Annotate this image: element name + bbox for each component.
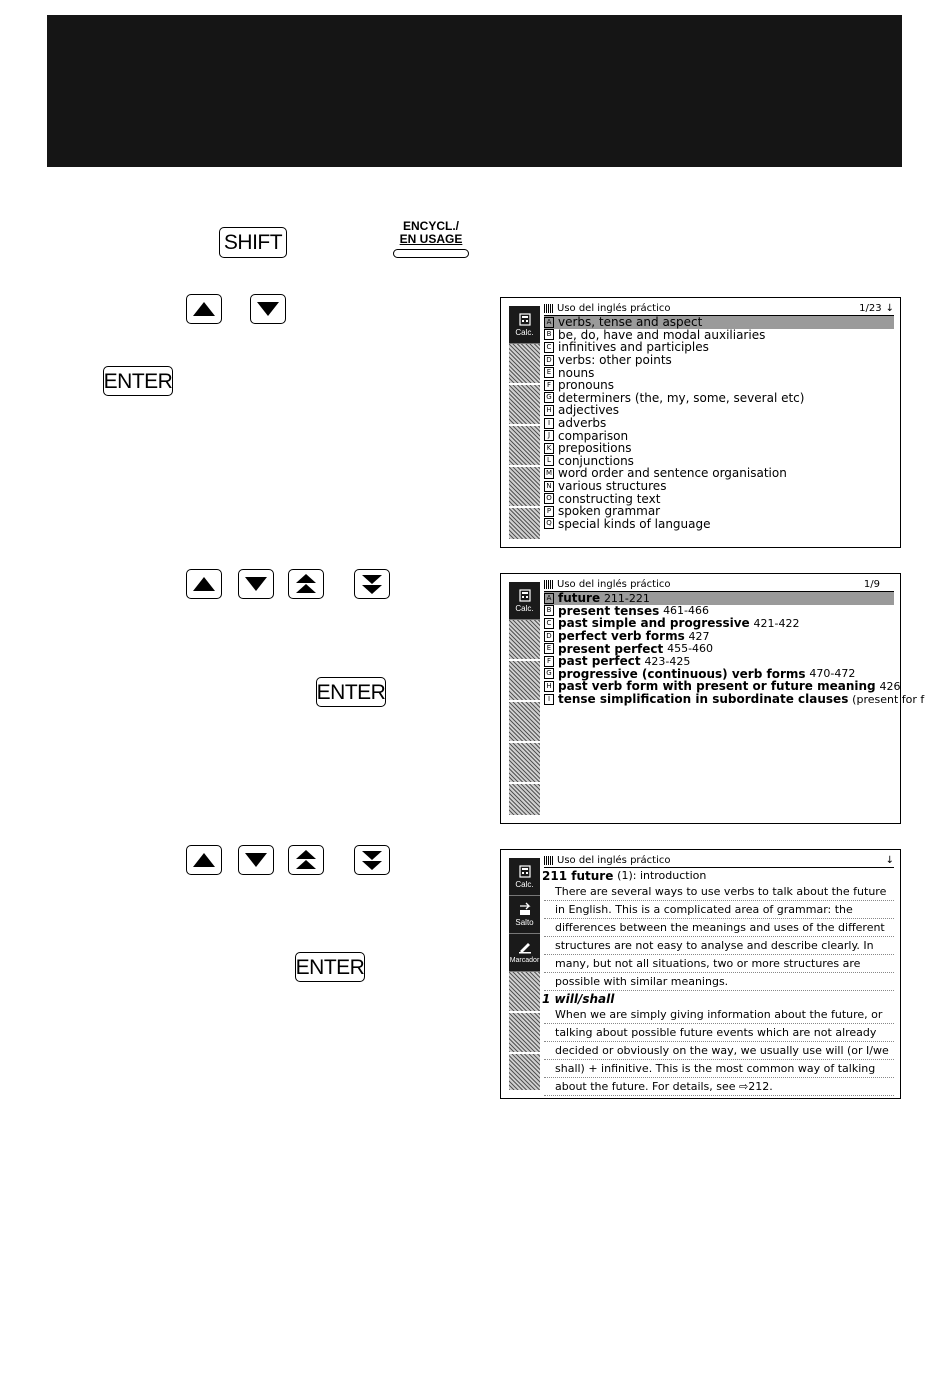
list-item[interactable] [544, 518, 894, 531]
item-label: present tenses [558, 603, 660, 618]
list-item[interactable] [544, 668, 894, 681]
book-title: Uso del inglés práctico [557, 303, 671, 314]
list-item[interactable] [544, 404, 894, 417]
list-item[interactable] [544, 617, 894, 630]
item-letter: Q [544, 518, 554, 529]
item-label: perfect verb forms [558, 629, 685, 644]
calc-button[interactable] [509, 582, 540, 620]
enter-key-1[interactable]: ENTER [103, 366, 173, 396]
hatched-slot [509, 784, 540, 815]
item-label: be, do, have and modal auxiliaries [558, 327, 766, 342]
menu-icon [544, 304, 554, 313]
list-item[interactable] [544, 329, 894, 342]
item-label: prepositions [558, 441, 632, 456]
side-toolbar [509, 858, 540, 1090]
scroll-down-icon: ↓ [885, 855, 894, 866]
item-label: comparison [558, 428, 629, 443]
list-item[interactable] [544, 442, 894, 455]
screen-article [500, 849, 901, 1099]
item-letter: E [544, 643, 554, 654]
page-indicator: 1/9 [863, 579, 880, 590]
book-title: Uso del inglés práctico [557, 579, 671, 590]
list-item[interactable] [544, 480, 894, 493]
item-label: word order and sentence organisation [558, 466, 787, 481]
hatched-slot [509, 620, 540, 661]
item-label: tense simplification in subordinate clauses [558, 692, 849, 707]
sub-heading-text: 1 will/shall [542, 991, 615, 1006]
calculator-icon [519, 865, 531, 878]
up-arrow-key[interactable] [186, 569, 222, 599]
item-section-numbers: (present for f [852, 692, 925, 706]
item-letter: F [544, 380, 554, 391]
article-paragraph-1 [544, 883, 894, 991]
hatched-slot [509, 344, 540, 385]
enter-key-2[interactable]: ENTER [316, 677, 386, 707]
list-item[interactable] [544, 679, 901, 694]
header-banner [47, 15, 902, 167]
item-letter: A [544, 317, 554, 328]
list-item[interactable] [544, 366, 894, 379]
item-letter: E [544, 367, 554, 378]
double-down-triangle-icon [360, 849, 384, 871]
sub-heading [542, 991, 894, 1006]
down-arrow-key[interactable] [250, 294, 286, 324]
screen-chapter-list [500, 573, 925, 824]
item-letter: C [544, 342, 554, 353]
item-section-numbers: 211-221 [603, 591, 650, 605]
article-content [544, 854, 894, 1096]
double-down-triangle-icon [360, 573, 384, 595]
article-line: decided or obviously on the way, we usually use will (or I/we [544, 1042, 894, 1060]
list-item[interactable] [544, 592, 894, 605]
article-heading [542, 868, 894, 883]
item-letter: B [544, 605, 554, 616]
hatched-slot [509, 702, 540, 743]
item-letter: N [544, 481, 554, 492]
list-content [544, 578, 925, 707]
hatched-slot [509, 661, 540, 702]
article-line: shall) + infinitive. This is the most common way of talking [544, 1060, 894, 1078]
book-title: Uso del inglés práctico [557, 855, 671, 866]
marker-icon [517, 940, 533, 954]
article-paragraph-2 [544, 1006, 894, 1096]
item-label: verbs: other points [558, 353, 672, 368]
list-item[interactable] [544, 379, 894, 392]
menu-icon [544, 856, 554, 865]
side-toolbar [509, 306, 540, 539]
down-arrow-key[interactable] [238, 845, 274, 875]
article-heading-rest: (1): introduction [617, 869, 707, 882]
list-item[interactable] [544, 630, 894, 643]
list-item[interactable] [544, 655, 894, 668]
item-letter: G [544, 668, 554, 679]
side-toolbar [509, 582, 540, 815]
item-letter: F [544, 656, 554, 667]
hatched-slot [509, 508, 540, 539]
title-bar [544, 578, 894, 592]
item-letter: D [544, 355, 554, 366]
item-section-numbers: 426 [879, 679, 901, 693]
list-item[interactable] [544, 316, 894, 329]
item-letter: H [544, 681, 554, 692]
item-label: future [558, 591, 601, 606]
list-item[interactable] [544, 642, 894, 655]
item-label: progressive (continuous) verb forms [558, 666, 806, 681]
item-letter: C [544, 618, 554, 629]
calc-label: Calc. [515, 879, 534, 889]
article-line: possible with similar meanings. [544, 973, 894, 991]
item-label: adverbs [558, 416, 607, 431]
up-arrow-key[interactable] [186, 294, 222, 324]
title-bar [544, 854, 894, 868]
title-bar [544, 302, 894, 316]
page-down-key[interactable] [354, 569, 390, 599]
contents-list [544, 316, 894, 530]
page-down-key[interactable] [354, 845, 390, 875]
item-section-numbers: 423-425 [644, 654, 691, 668]
hatched-slot [509, 972, 540, 1013]
salto-button[interactable] [509, 896, 540, 934]
page-up-key[interactable] [288, 569, 324, 599]
item-letter: B [544, 329, 554, 340]
down-triangle-icon [244, 576, 268, 592]
item-section-numbers: 470-472 [809, 667, 856, 681]
article-line: in English. This is a complicated area of grammar: the [544, 901, 894, 919]
menu-icon [544, 580, 554, 589]
item-letter: H [544, 405, 554, 416]
item-section-numbers: 461-466 [663, 604, 710, 618]
double-up-triangle-icon [294, 849, 318, 871]
marcador-label: Marcador [509, 957, 540, 964]
list-item[interactable] [544, 429, 894, 442]
encycl-en-usage-key[interactable] [392, 220, 470, 258]
en-usage-label: EN USAGE [399, 232, 463, 246]
list-item[interactable] [544, 605, 894, 618]
calc-button[interactable] [509, 858, 540, 896]
screen-contents-list [500, 297, 901, 548]
list-item[interactable] [544, 692, 925, 707]
list-item[interactable] [544, 341, 894, 354]
item-letter: M [545, 468, 553, 477]
down-triangle-icon [256, 301, 280, 317]
hatched-slot [509, 467, 540, 508]
article-line: There are several ways to use verbs to talk about the future [544, 883, 894, 901]
item-letter: G [544, 392, 554, 403]
article-line: differences between the meanings and uses of the different [544, 919, 894, 937]
item-letter: I [544, 418, 554, 429]
item-label: verbs, tense and aspect [558, 315, 703, 330]
hatched-slot [509, 426, 540, 467]
article-line: When we are simply giving information about the future, or [544, 1006, 894, 1024]
calc-label: Calc. [515, 327, 534, 337]
calc-label: Calc. [515, 603, 534, 613]
encycl-label: ENCYCL./ [402, 219, 459, 233]
item-label: adjectives [558, 403, 620, 418]
salto-label: Salto [515, 918, 534, 927]
item-letter: P [544, 506, 554, 517]
hatched-slot [509, 1054, 540, 1090]
page-up-key[interactable] [288, 845, 324, 875]
item-letter: A [544, 593, 554, 604]
double-up-triangle-icon [294, 573, 318, 595]
article-line: structures are not easy to analyse and describe clearly. In [544, 937, 894, 955]
item-label: present perfect [558, 641, 664, 656]
item-label: past verb form with present or future meaning [558, 679, 876, 694]
item-label: various structures [558, 479, 667, 494]
page-indicator: 1/23 [859, 303, 882, 314]
item-label: spoken grammar [558, 504, 661, 519]
list-item[interactable] [544, 455, 894, 468]
down-triangle-icon [244, 852, 268, 868]
article-line: many, but not all situations, two or more structures are [544, 955, 894, 973]
hatched-slot [509, 385, 540, 426]
calculator-icon [519, 589, 531, 602]
item-section-numbers: 427 [688, 629, 710, 643]
calc-button[interactable] [509, 306, 540, 344]
item-label: infinitives and participles [558, 340, 709, 355]
item-letter: K [544, 443, 554, 454]
item-label: nouns [558, 365, 595, 380]
article-heading-number: 211 future [542, 868, 614, 883]
encycl-key-bar [393, 249, 469, 258]
item-letter: O [544, 493, 554, 504]
item-label: past simple and progressive [558, 616, 750, 631]
item-section-numbers: 455-460 [667, 642, 714, 656]
article-line: talking about possible future events which are not already [544, 1024, 894, 1042]
chapter-list [544, 591, 925, 707]
up-arrow-key[interactable] [186, 845, 222, 875]
hatched-slot [509, 1013, 540, 1054]
item-section-numbers: 421-422 [753, 616, 800, 630]
item-label: conjunctions [558, 453, 634, 468]
list-item[interactable] [544, 467, 894, 480]
up-triangle-icon [192, 301, 216, 317]
hatched-slot [509, 743, 540, 784]
item-label: constructing text [558, 491, 661, 506]
item-letter: L [544, 455, 554, 466]
list-item[interactable] [544, 392, 894, 405]
up-triangle-icon [192, 852, 216, 868]
list-content [544, 302, 894, 530]
item-label: pronouns [558, 378, 615, 393]
item-label: determiners (the, my, some, several etc) [558, 390, 805, 405]
list-item[interactable] [544, 354, 894, 367]
item-letter: D [544, 631, 554, 642]
down-arrow-key[interactable] [238, 569, 274, 599]
jump-icon [517, 902, 533, 916]
scroll-down-icon: ↓ [885, 303, 894, 314]
enter-key-3[interactable]: ENTER [295, 952, 365, 982]
marcador-button[interactable] [509, 934, 540, 972]
item-label: past perfect [558, 654, 641, 669]
up-triangle-icon [192, 576, 216, 592]
shift-key[interactable]: SHIFT [219, 227, 287, 258]
item-letter: I [544, 694, 554, 705]
list-item[interactable] [544, 505, 894, 518]
item-label: special kinds of language [558, 516, 711, 531]
article-line: about the future. For details, see ⇨212. [544, 1078, 894, 1096]
list-item[interactable] [544, 417, 894, 430]
calculator-icon [519, 313, 531, 326]
item-letter: J [544, 430, 554, 441]
list-item[interactable] [544, 492, 894, 505]
